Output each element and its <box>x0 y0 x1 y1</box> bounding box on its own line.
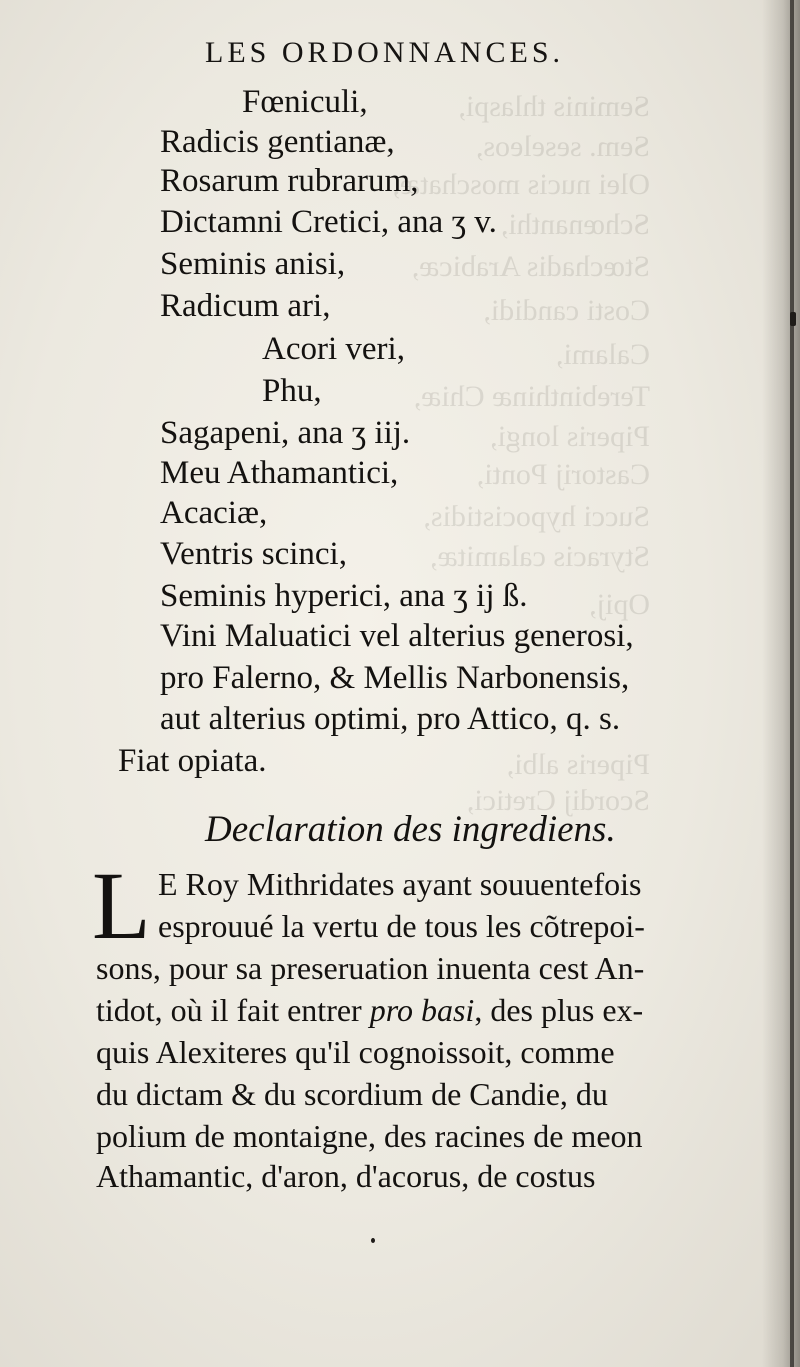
bleed-line: Calami, <box>555 338 650 371</box>
paragraph-line: polium de montaigne, des racines de meon <box>96 1118 643 1154</box>
bleed-line: Sem. seseleos, <box>475 130 650 163</box>
recipe-line: Phu, <box>262 373 322 409</box>
recipe-line: Fiat opiata. <box>118 743 267 779</box>
page-edge <box>790 0 794 1367</box>
bleed-line: Piperis albi, <box>506 748 650 781</box>
section-heading: Declaration des ingrediens. <box>205 809 616 850</box>
paragraph-text: , des plus ex- <box>474 992 644 1028</box>
ink-speck <box>790 312 796 326</box>
recipe-line: Vini Maluatici vel alterius generosi, <box>160 618 634 654</box>
ink-speck <box>371 1238 375 1243</box>
recipe-line: pro Falerno, & Mellis Narbonensis, <box>160 660 630 696</box>
recipe-line: Fœniculi, <box>242 84 368 120</box>
recipe-line: Radicum ari, <box>160 288 331 324</box>
recipe-line: Dictamni Cretici, ana ʒ v. <box>160 204 497 240</box>
bleed-line: Opij, <box>589 588 650 621</box>
bleed-line: Styracis calamitæ, <box>430 540 650 573</box>
bleed-line: Olei nucis moschatæ, <box>392 168 650 201</box>
bleed-line: Terebinthinæ Chiæ, <box>413 380 650 413</box>
paragraph-text: tidot, où il fait entrer <box>96 992 370 1028</box>
bleed-line: Costi candidi, <box>483 294 650 327</box>
recipe-line: Meu Athamantici, <box>160 455 399 491</box>
recipe-line: Acaciæ, <box>160 495 268 531</box>
bleed-line: Schœnanthi, <box>500 208 650 241</box>
bleed-line: Castorij Ponti, <box>476 458 650 491</box>
bleed-line: Scordij Cretici, <box>466 784 650 817</box>
recipe-line: Acori veri, <box>262 331 405 367</box>
recipe-line: Rosarum rubrarum, <box>160 163 419 199</box>
drop-cap: L <box>92 852 151 959</box>
recipe-line: aut alterius optimi, pro Attico, q. s. <box>160 701 621 737</box>
bleed-line: Succi hypocistidis, <box>423 500 650 533</box>
paragraph-line: Athamantic, d'aron, d'acorus, de costus <box>96 1158 596 1194</box>
recipe-line: Seminis anisi, <box>160 246 346 282</box>
page-gutter-shadow <box>762 0 800 1367</box>
recipe-line: Sagapeni, ana ʒ iij. <box>160 415 411 451</box>
bleed-line: Stœchadis Arabicæ, <box>411 250 650 283</box>
recipe-line: Radicis gentianæ, <box>160 124 395 160</box>
italic-phrase: pro basi <box>369 992 475 1028</box>
recipe-line: Seminis hyperici, ana ʒ ij ß. <box>160 578 528 614</box>
bleed-line: Seminis thlaspi, <box>458 90 650 123</box>
running-head: LES ORDONNANCES. <box>205 36 565 69</box>
paragraph-line: sons, pour sa preseruation inuenta cest An- <box>96 950 645 986</box>
recipe-line: Ventris scinci, <box>160 536 347 572</box>
bleed-line: Piperis longi, <box>489 420 650 453</box>
paragraph-line: quis Alexiteres qu'il cognoissoit, comme <box>96 1034 615 1070</box>
paragraph-line: esprouué la vertu de tous les cõtrepoi- <box>158 908 645 944</box>
paragraph-line <box>96 992 643 1028</box>
paragraph-line: du dictam & du scordium de Candie, du <box>96 1076 608 1112</box>
paragraph-line: E Roy Mithridates ayant souuentefois <box>158 866 642 902</box>
